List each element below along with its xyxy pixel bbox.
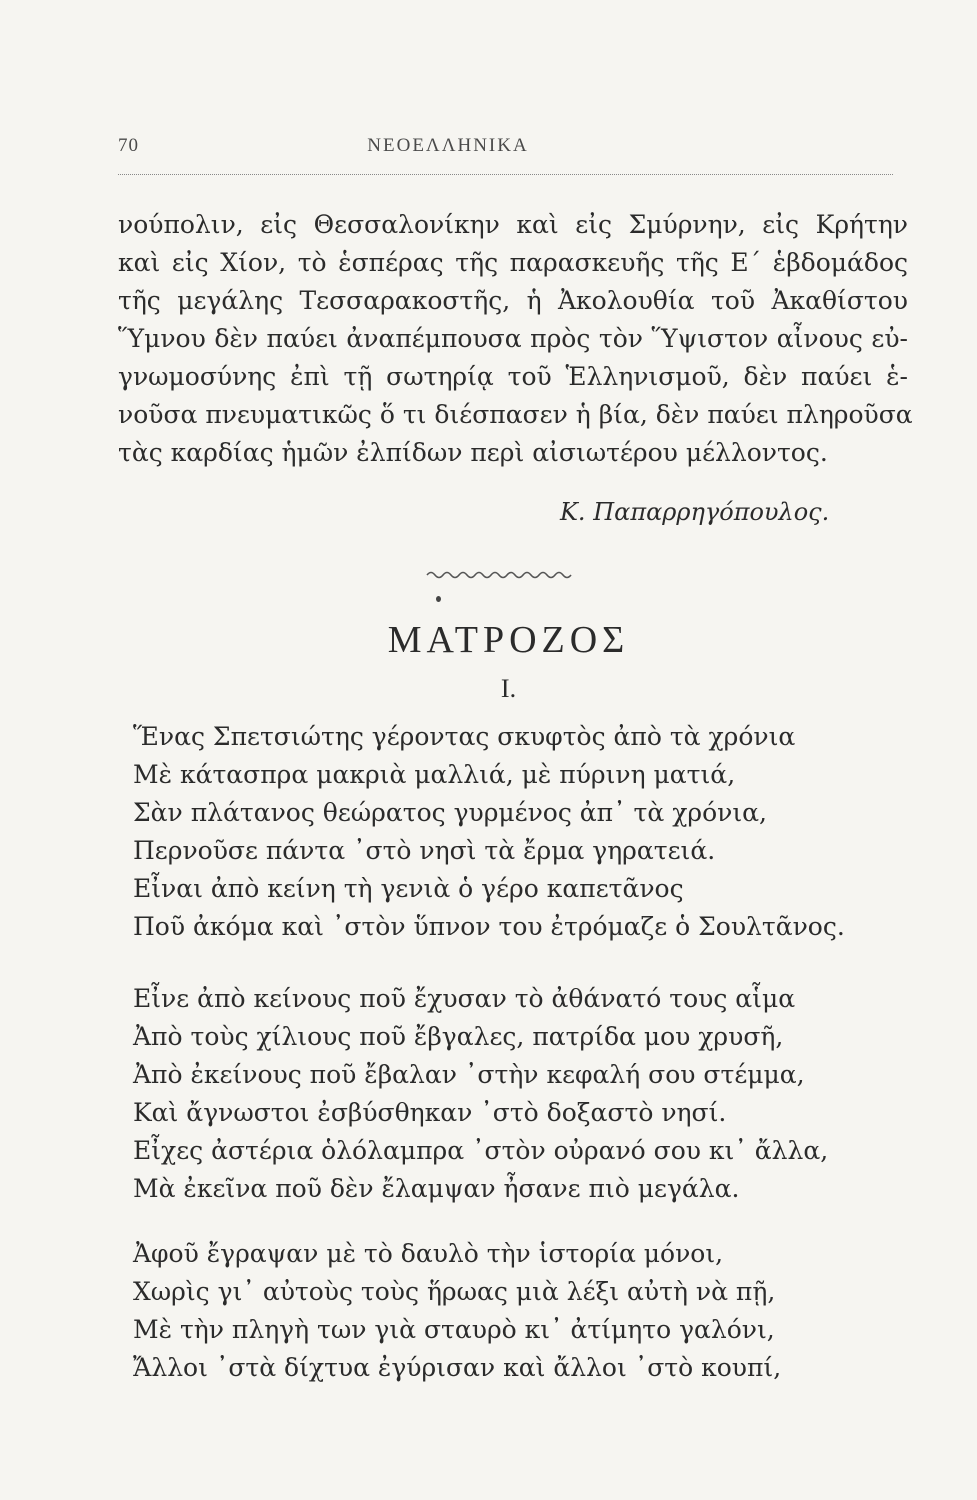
prose-line: τὰς καρδίας ἡμῶν ἐλπίδων περὶ αἰσιωτέρου μέλλοντος. [118,438,828,467]
header-rule [118,174,893,175]
ink-spot [436,596,441,602]
stanza-1 [133,718,893,946]
journal-title: ΝΕΟΕΛΛΗΝΙΚΑ [367,135,529,156]
prose-line: νοῦσα πνευματικῶς ὅ τι διέσπασεν ἡ βία, δὲν παύει πληροῦσα [118,400,913,429]
verse-line: Χωρὶς γι᾽ αὐτοὺς τοὺς ἥρωας μιὰ λέξι αὐτὴ νὰ πῇ, [133,1277,776,1306]
verse-line: Ἄλλοι ᾽στὰ δίχτυα ἐγύρισαν καὶ ἄλλοι ᾽στὸ κουπί, [133,1353,782,1382]
stanza-3 [133,1235,893,1387]
verse-line: Σὰν πλάτανος θεώρατος γυρμένος ἀπ᾽ τὰ χρόνια, [133,798,767,827]
verse-line: Ἀπὸ ἐκείνους ποῦ ἔβαλαν ᾽στὴν κεφαλή σου στέμμα, [133,1060,805,1089]
verse-line: Ἀπὸ τοὺς χίλιους ποῦ ἔβγαλες, πατρίδα μου χρυσῆ, [133,1022,784,1051]
verse-line: Περνοῦσε πάντα ᾽στὸ νησὶ τὰ ἔρμα γηρατειά. [133,836,716,865]
verse-line: Καὶ ἄγνωστοι ἐσβύσθηκαν ᾽στὸ δοξαστὸ νησί. [133,1098,727,1127]
wavy-ornament-divider [425,568,575,582]
author-signature: Κ. Παπαρρηγόπουλος. [560,498,830,526]
poem-section-number: I. [500,674,517,703]
running-head [118,135,898,159]
verse-line: Εἶναι ἀπὸ κείνη τὴ γενιὰ ὁ γέρο καπετᾶνος [133,874,684,903]
page-number: 70 [118,135,139,156]
stanza-2 [133,980,893,1208]
verse-line: Εἶχες ἀστέρια ὁλόλαμπρα ᾽στὸν οὐρανό σου κι᾽ ἄλλα, [133,1136,829,1165]
poem-title: ΜΑΤΡΟΖΟΣ [387,619,630,661]
prose-line: τῆς μεγάλης Τεσσαρακοστῆς, ἡ Ἀκολουθία τοῦ Ἀκαθίστου [118,286,908,315]
prose-paragraph [118,206,913,472]
prose-line: Ὕμνου δὲν παύει ἀναπέμπουσα πρὸς τὸν Ὕψιστον αἶνους εὐ- [118,324,908,353]
prose-line: νούπολιν, εἰς Θεσσαλονίκην καὶ εἰς Σμύρνην, εἰς Κρήτην [118,210,908,239]
verse-line: Μὲ τὴν πληγὴ των γιὰ σταυρὸ κι᾽ ἀτίμητο γαλόνι, [133,1315,775,1344]
prose-line: καὶ εἰς Χίον, τὸ ἑσπέρας τῆς παρασκευῆς τῆς Ε΄ ἑβδομάδος [118,248,908,277]
verse-line: Ἀφοῦ ἔγραψαν μὲ τὸ δαυλὸ τὴν ἱστορία μόνοι, [133,1239,724,1268]
verse-line: Μὰ ἐκεῖνα ποῦ δὲν ἔλαμψαν ἦσανε πιὸ μεγάλα. [133,1174,740,1203]
prose-line: γνωμοσύνης ἐπὶ τῇ σωτηρίᾳ τοῦ Ἑλληνισμοῦ, δὲν παύει ἑ- [118,362,908,391]
verse-line: Μὲ κάτασπρα μακριὰ μαλλιά, μὲ πύρινη ματιά, [133,760,736,789]
verse-line: Εἶνε ἀπὸ κείνους ποῦ ἔχυσαν τὸ ἀθάνατό τους αἷμα [133,984,796,1013]
verse-line: Ἕνας Σπετσιώτης γέροντας σκυφτὸς ἀπὸ τὰ χρόνια [133,722,796,751]
verse-line: Ποῦ ἀκόμα καὶ ᾽στὸν ὕπνον του ἐτρόμαζε ὁ Σουλτᾶνος. [133,912,845,941]
